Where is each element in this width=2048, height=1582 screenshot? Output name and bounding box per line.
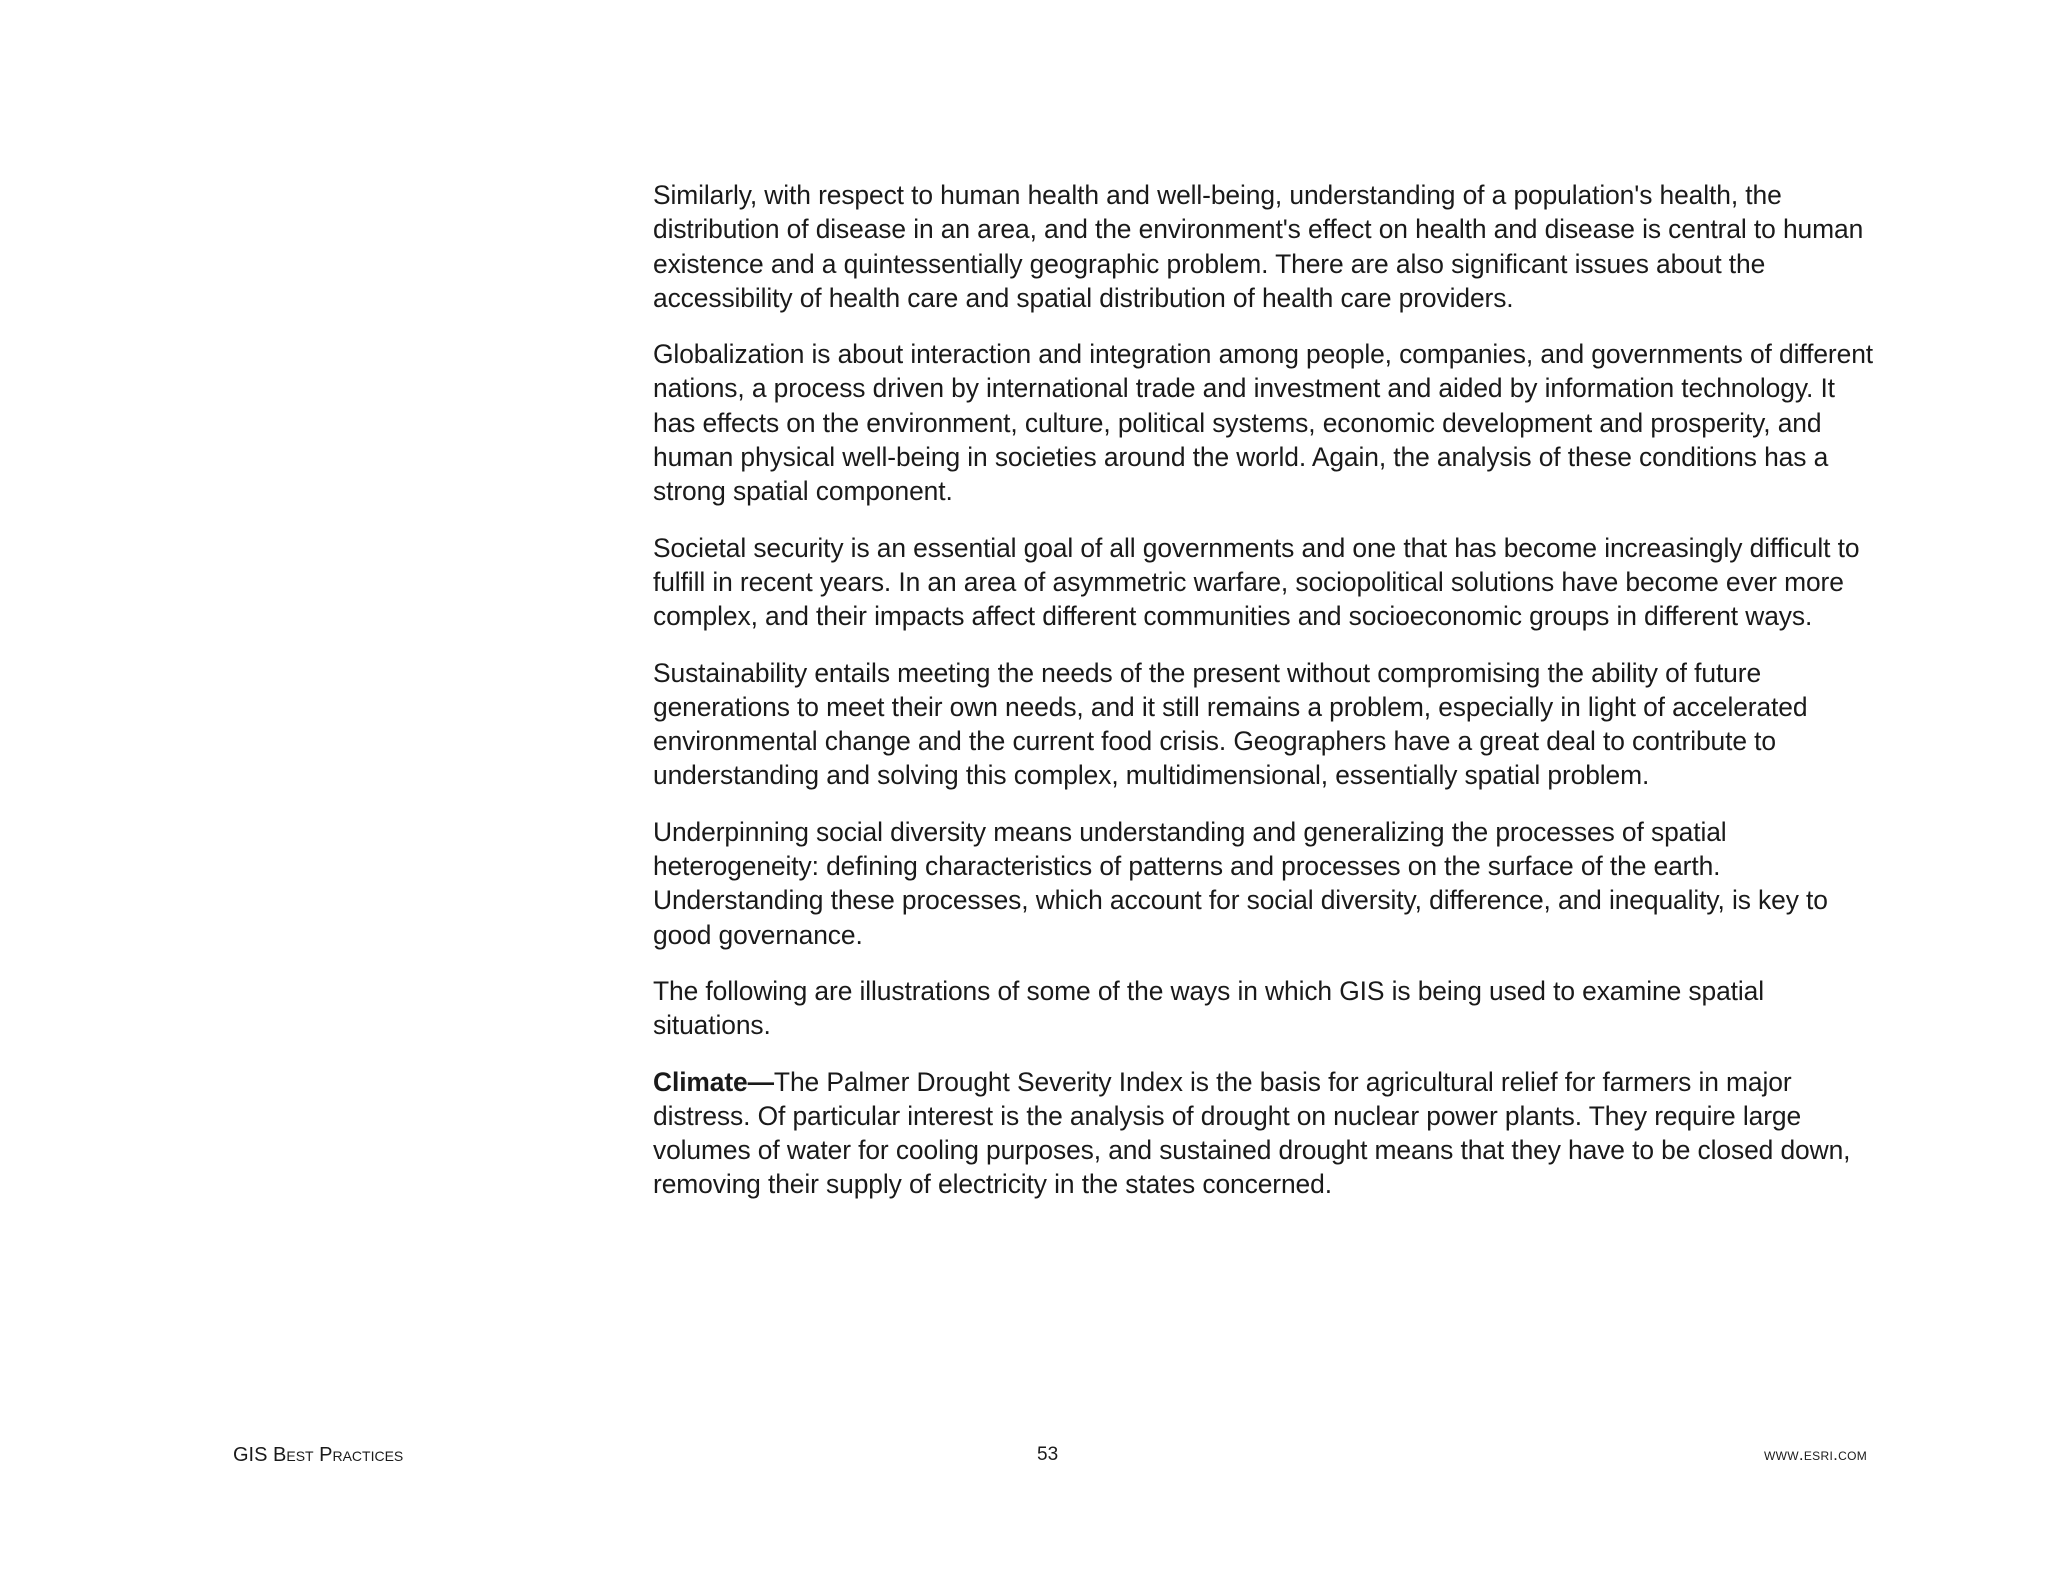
paragraph-climate	[653, 1065, 1875, 1202]
body-text	[653, 178, 1875, 1224]
climate-text: The Palmer Drought Severity Index is the basis for agricultural relief for farmers in major distress. Of particular interest is the analysis of drought on nuclear power plants. They require large volumes of water for cooling purposes, and sustained drought means that they have to be closed down, removing their supply of electricity in the states concerned.	[653, 1066, 1851, 1200]
paragraph-security: Societal security is an essential goal of all governments and one that has become increasingly difficult to fulfill in recent years. In an area of asymmetric warfare, sociopolitical solutions have become ever more complex, and their impacts affect different communities and socioeconomic groups in different ways.	[653, 532, 1860, 632]
paragraph-illustrations: The following are illustrations of some of the ways in which GIS is being used to examine spatial situations.	[653, 975, 1765, 1041]
paragraph-health: Similarly, with respect to human health and well-being, understanding of a population's health, the distribution of disease in an area, and the environment's effect on health and disease is central to human existence and a quintessentially geographic problem. There are also significant issues about the accessibility of health care and spatial distribution of health care providers.	[653, 180, 1864, 313]
footer-title: GIS Best Practices	[233, 1444, 404, 1466]
climate-lead: Climate—	[653, 1066, 774, 1097]
paragraph-globalization: Globalization is about interaction and integration among people, companies, and governments of different nations, a process driven by international trade and investment and aided by information technology. It has effects on the environment, culture, political systems, economic development and prosperity, and human physical well-being in societies around the world. Again, the analysis of these conditions has a strong spatial component.	[653, 339, 1873, 507]
footer-url: www.esri.com	[1763, 1445, 1867, 1464]
paragraph-diversity: Underpinning social diversity means understanding and generalizing the processes of spatial heterogeneity: defining characteristics of patterns and processes on the surface of the earth. Understanding these processes, which account for social diversity, difference, and inequality, is key to good governance.	[653, 816, 1828, 950]
paragraph-sustainability: Sustainability entails meeting the needs of the present without compromising the ability of future generations to meet their own needs, and it still remains a problem, especially in light of accelerated environmental change and the current food crisis. Geographers have a great deal to contribute to understanding and solving this complex, multidimensional, essentially spatial problem.	[653, 657, 1808, 791]
page-number: 53	[1037, 1444, 1059, 1465]
